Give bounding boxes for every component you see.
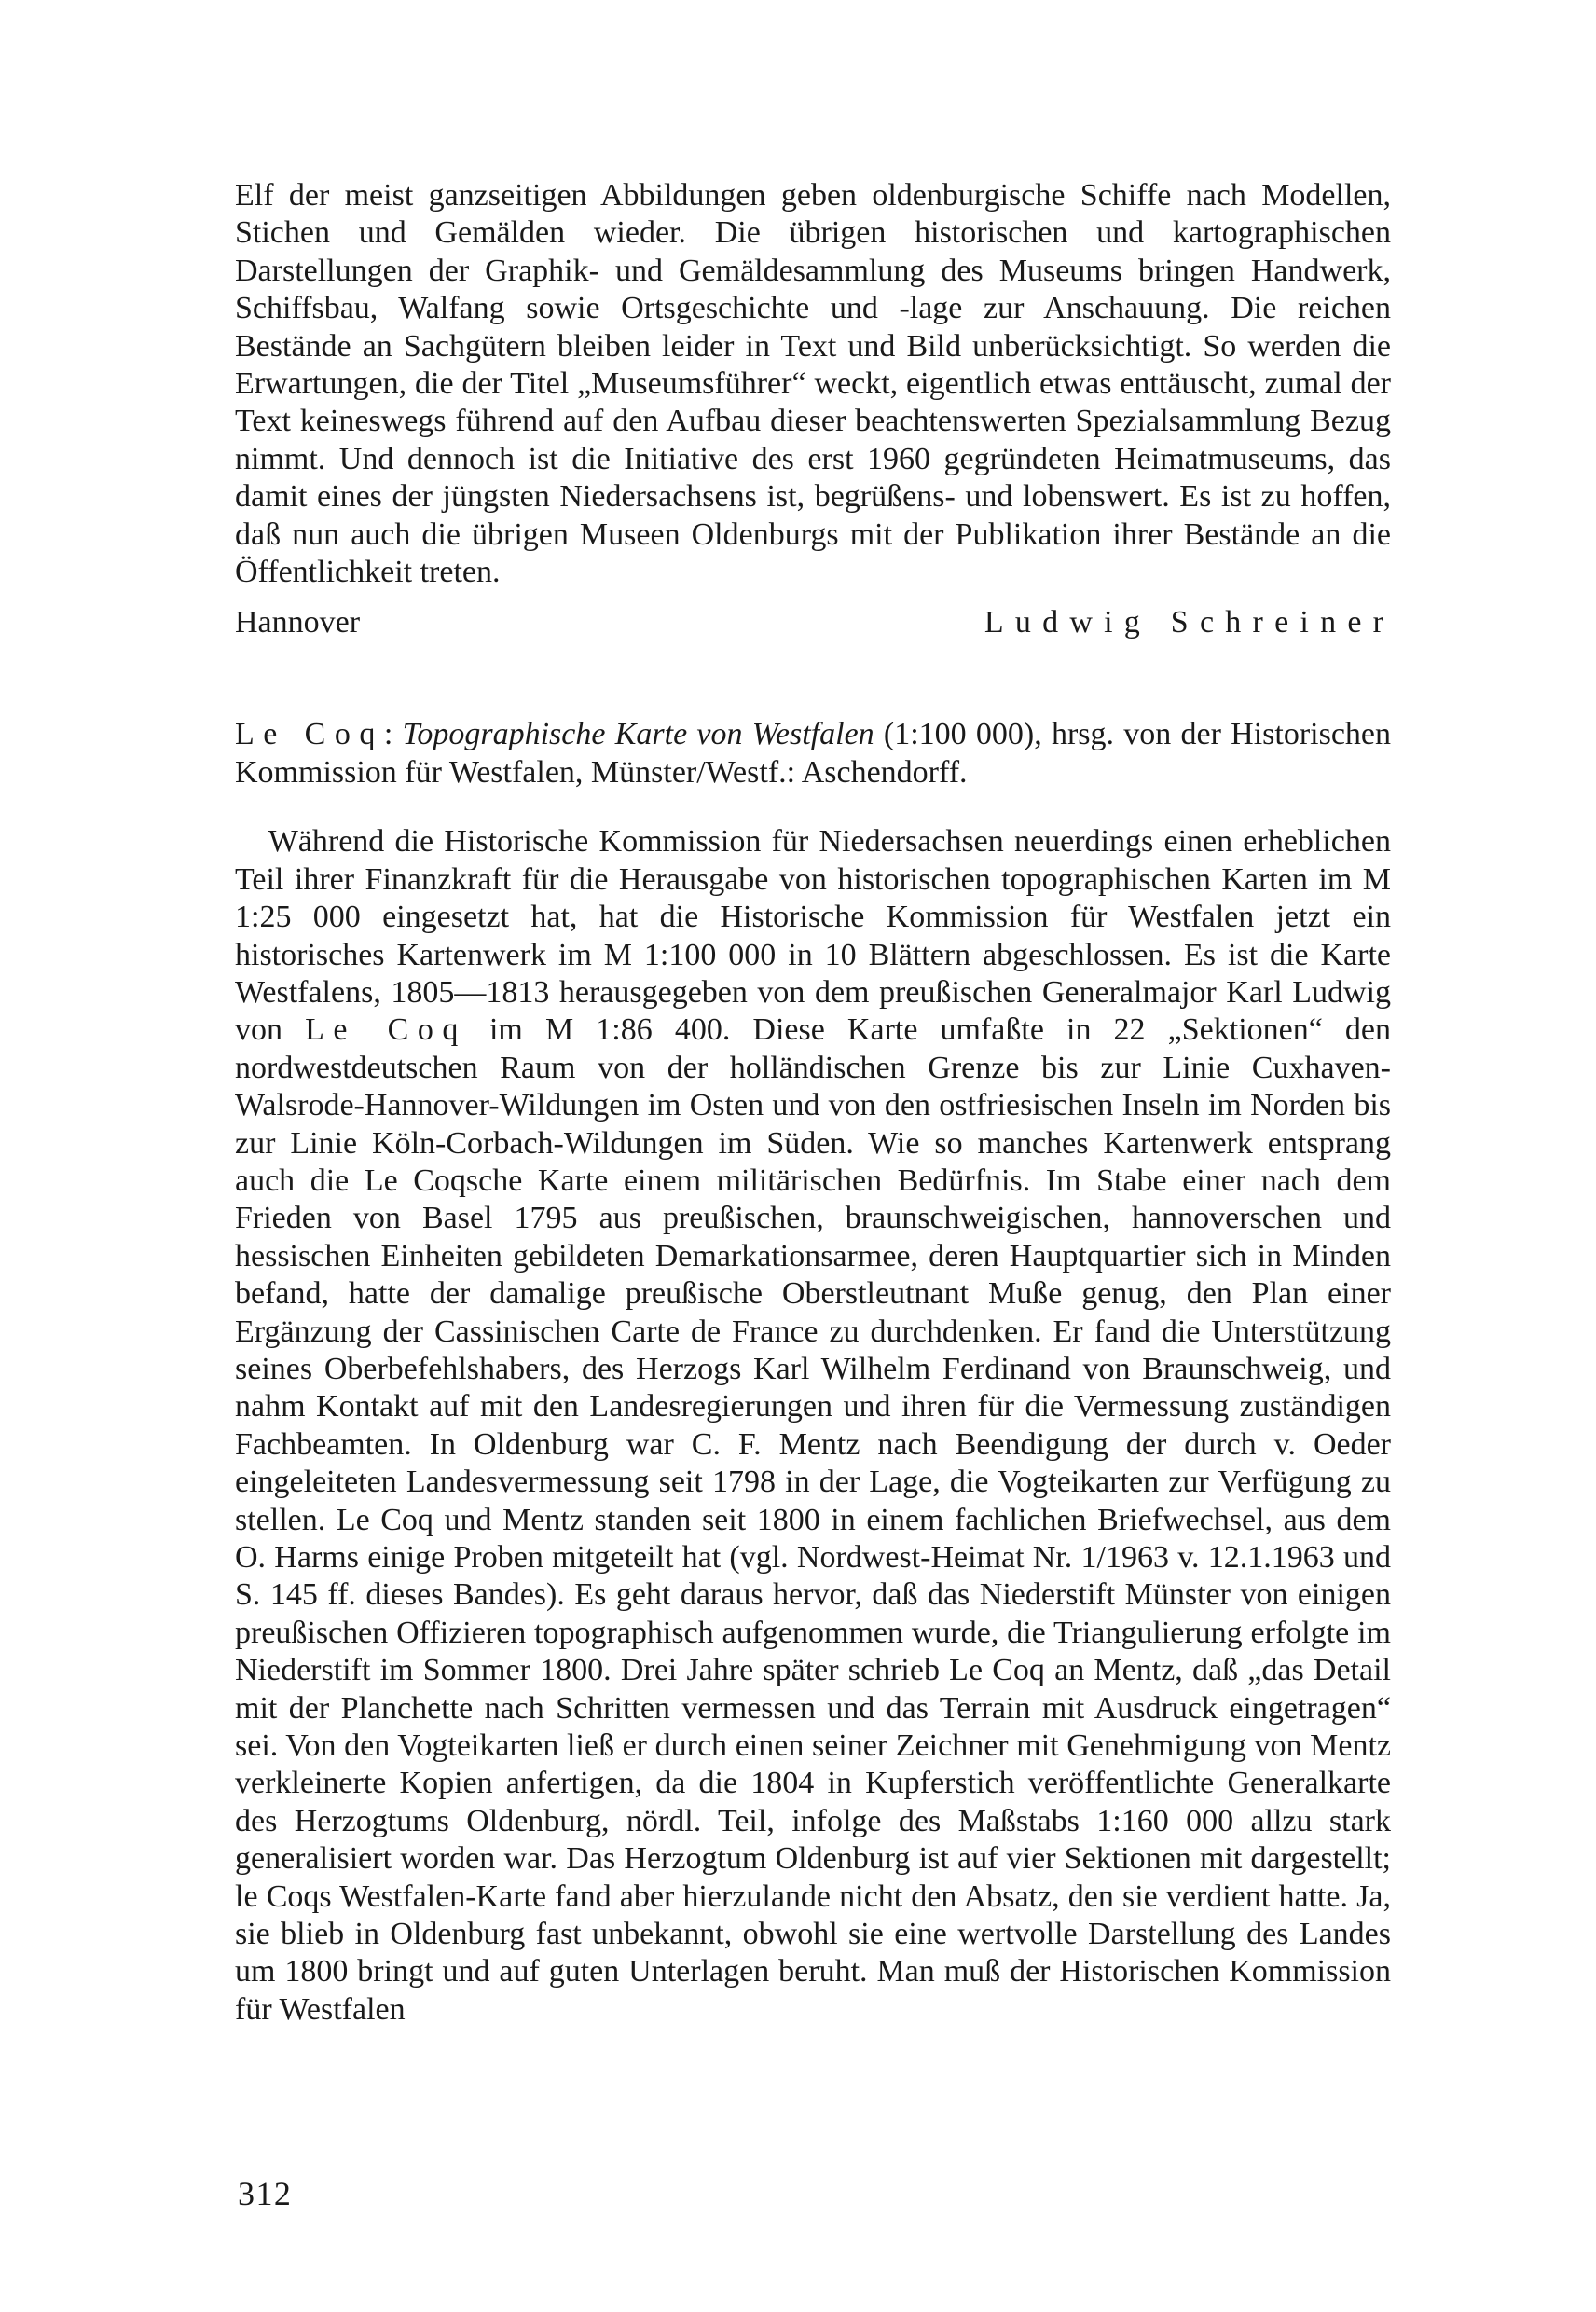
reviewed-author: Le Coq [235, 717, 384, 752]
previous-review-text: Elf der meist ganzseitigen Abbildungen geben oldenburgische Schiffe nach Modellen, Stichen und Gemälden wieder. Die übrigen historischen und kartographischen Darstellungen der Graphik- und Gemäldesammlung des Museums bringen Handwerk, Schiffsbau, Walfang sowie Ortsgeschichte und -lage zur Anschauung. Die reichen Bestände an Sachgütern bleiben leider in Text und Bild unberücksichtigt. So werden die Erwartungen, die der Titel „Museumsführer“ weckt, eigentlich etwas enttäuscht, zumal der Text keineswegs führend auf den Aufbau dieser beachtenswerten Spezialsammlung Bezug nimmt. Und dennoch ist die Initiative des erst 1960 gegründeten Heimatmuseums, das damit eines der jüngsten Niedersachsens ist, begrüßens- und lobenswert. Es ist zu hoffen, daß nun auch die übrigen Museen Oldenburgs mit der Publikation ihrer Bestände an die Öffentlichkeit treten. [235, 178, 1391, 590]
reviewed-title: Topographische Karte von Westfalen [402, 717, 874, 752]
review-heading [235, 716, 1391, 791]
page-number: 312 [238, 2175, 293, 2212]
heading-separator: : [383, 717, 403, 752]
review-body [235, 823, 1391, 2029]
reviewed-details: (1:100 000), hrsg. von der Historischen Kommission für Westfalen, Münster/Westf.: Aschendorff. [235, 717, 1391, 790]
review-signature [235, 604, 1396, 645]
review-body-start: Während die Historische Kommission für Niedersachsen neuerdings einen erheblichen Teil ihrer Finanzkraft für die Herausgabe von historischen topographischen Karten im M 1:25 000 eingesetzt hat, hat die Historische Kommission für Westfalen jetzt ein historisches Kartenwerk im M 1:100 000 in 10 Blättern abgeschlossen. Es ist die Karte Westfalens, 1805—1813 herausgegeben von dem preußischen Generalmajor Karl Ludwig von [235, 824, 1391, 1048]
review-body-rest: im M 1:86 400. Diese Karte umfaßte in 22 „Sektionen“ den nordwestdeutschen Raum von der holländischen Grenze bis zur Linie Cuxhaven-Walsrode-Hannover-Wildungen im Osten und von den ostfriesischen Inseln im Norden bis zur Linie Köln-Corbach-Wildungen im Süden. Wie so manches Kartenwerk entsprang auch die Le Coqsche Karte einem militärischen Bedürfnis. Im Stabe einer nach dem Frieden von Basel 1795 aus preußischen, braunschweigischen, hannoverschen und hessischen Einheiten gebildeten Demarkationsarmee, deren Hauptquartier sich in Minden befand, hatte der damalige preußische Oberstleutnant Muße genug, den Plan einer Ergänzung der Cassinischen Carte de France zu durchdenken. Er fand die Unterstützung seines Oberbefehlshabers, des Herzogs Karl Wilhelm Ferdinand von Braunschweig, und nahm Kontakt auf mit den Landesregierungen und ihren für die Vermessung zuständigen Fachbeamten. In Oldenburg war C. F. Mentz nach Beendigung der durch v. Oeder eingeleiteten Landesvermessung seit 1798 in der Lage, die Vogteikarten zur Verfügung zu stellen. Le Coq und Mentz standen seit 1800 in einem fachlichen Briefwechsel, aus dem O. Harms einige Proben mitgeteilt hat (vgl. Nordwest-Heimat Nr. 1/1963 v. 12.1.1963 und S. 145 ff. dieses Bandes). Es geht daraus hervor, daß das Niederstift Münster von einigen preußischen Offizieren topographisch aufgenommen wurde, die Triangulierung erfolgte im Niederstift im Sommer 1800. Drei Jahre später schrieb Le Coq an Mentz, daß „das Detail mit der Planchette nach Schritten vermessen und das Terrain mit Ausdruck eingetragen“ sei. Von den Vogteikarten ließ er durch einen seiner Zeichner mit Genehmigung von Mentz verkleinerte Kopien anfertigen, da die 1804 in Kupferstich veröffentlichte Generalkarte des Herzogtums Oldenburg, nördl. Teil, infolge des Maßstabs 1:160 000 allzu stark generalisiert worden war. Das Herzogtum Oldenburg ist auf vier Sektionen mit dargestellt; le Coqs Westfalen-Karte fand aber hierzulande nicht den Absatz, den sie verdient hatte. Ja, sie blieb in Oldenburg fast unbekannt, obwohl sie eine wertvolle Darstellung des Landes um 1800 bringt und auf guten Unterlagen beruht. Man muß der Historischen Kommission für Westfalen [235, 1012, 1392, 2027]
review-body-name: Le Coq [305, 1012, 467, 1048]
signature-author: Ludwig Schreiner [984, 605, 1396, 640]
signature-place: Hannover [235, 605, 361, 640]
page-content [235, 177, 1396, 2029]
